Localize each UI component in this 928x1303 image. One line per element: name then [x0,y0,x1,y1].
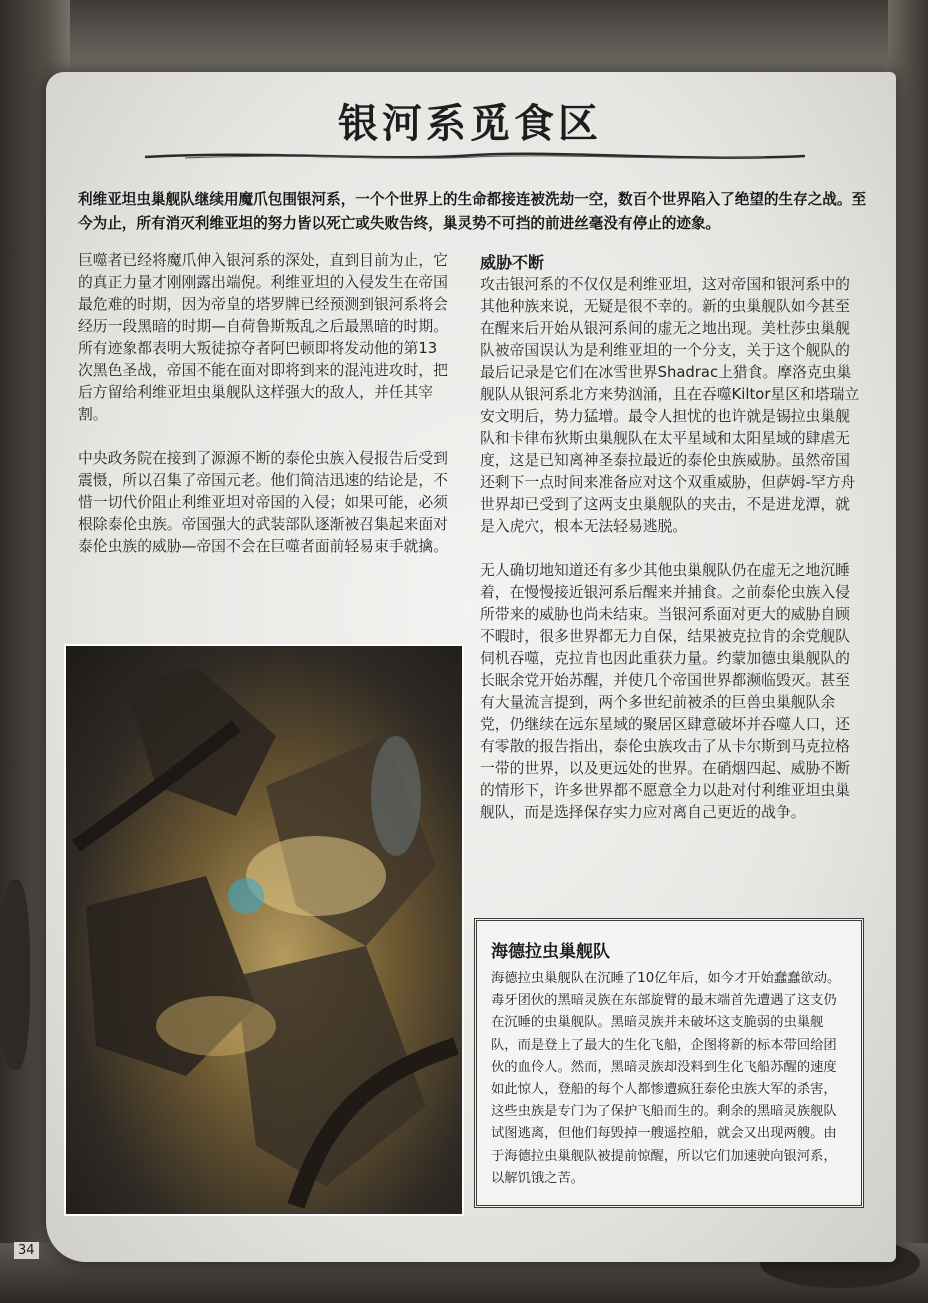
section-heading: 威胁不断 [480,253,545,272]
hive-fleet-sidebar [474,918,864,1208]
body-paragraph: 无人确切地知道还有多少其他虫巢舰队仍在虚无之地沉睡着，在慢慢接近银河系后醒来并捕食。之前泰伦虫族入侵所带来的威胁也尚未结束。当银河系面对更大的威胁自顾不暇时，很多世界都无力自保，结果被克拉肯的余党舰队伺机吞噬，克拉肯也因此重获力量。约蒙加德虫巢舰队的长眠余党开始苏醒，并使几个帝国世界都濒临毁灭。甚至有大量流言提到，两个多世纪前被杀的巨兽虫巢舰队余党，仍继续在远东星域的聚居区肆意破坏并吞噬人口，还有零散的报告指出，泰伦虫族攻击了从卡尔斯到马克拉格一带的世界，以及更远处的世界。在硝烟四起、威胁不断的情形下，许多世界都不愿意全力以赴对付利维亚坦虫巢舰队，而是选择保存实力应对离自己更近的战争。 [480,562,850,821]
page-title: 银河系觅食区 [338,101,602,147]
body-paragraph: 中央政务院在接到了源源不断的泰伦虫族入侵报告后受到震慑，所以召集了帝国元老。他们简洁迅速的结论是，不惜一切代价阻止利维亚坦对帝国的入侵；如果可能，必须根除泰伦虫族。帝国强大的武装部队逐渐被召集起来面对泰伦虫族的威胁—帝国不会在巨噬者面前轻易束手就擒。 [78,450,448,555]
body-paragraph: 巨噬者已经将魔爪伸入银河系的深处，直到目前为止，它的真正力量才刚刚露出端倪。利维亚坦的入侵发生在帝国最危难的时期，因为帝皇的塔罗牌已经预测到银河系将会经历一段黑暗的时期—自荷鲁斯叛乱之后最黑暗的时期。所有迹象都表明大叛徒掠夺者阿巴顿即将发动他的第13次黑色圣战，帝国不能在面对即将到来的混沌进攻时，把后方留给利维亚坦虫巢舰队这样强大的敌人，并任其宰割。 [78,252,448,423]
left-column [78,250,448,580]
sidebar-title: 海德拉虫巢舰队 [491,942,610,962]
page-number: 34 [14,1242,39,1259]
claw-ornament [0,880,30,1070]
sidebar-body: 海德拉虫巢舰队在沉睡了10亿年后，如今才开始蠢蠢欲动。毒牙团伙的黑暗灵族在东部旋臂的最末端首先遭遇了这支仍在沉睡的虫巢舰队。黑暗灵族并未破坏这支脆弱的虫巢舰队，而是登上了最大的生化飞船，企图将新的标本带回给团伙的血伶人。然而，黑暗灵族却没料到生化飞船苏醒的速度如此惊人，登船的每个人都惨遭疯狂泰伦虫族大军的杀害，这些虫族是专门为了保护飞船而生的。剩余的黑暗灵族舰队试图逃离，但他们每毁掉一艘遥控船，就会又出现两艘。由于海德拉虫巢舰队被提前惊醒，所以它们加速驶向银河系，以解饥饿之苦。 [491,971,841,1186]
title-divider [145,150,805,164]
intro-paragraph: 利维亚坦虫巢舰队继续用魔爪包围银河系，一个个世界上的生命都接连被洗劫一空，数百个世界陷入了绝望的生存之战。至今为止，所有消灭利维亚坦的努力皆以死亡或失败告终，巢灵势不可挡的前进丝毫没有停止的迹象。 [78,191,867,232]
right-column [480,274,860,846]
battle-illustration [64,644,464,1216]
body-paragraph: 攻击银河系的不仅仅是利维亚坦，这对帝国和银河系中的其他种族来说，无疑是很不幸的。新的虫巢舰队如今甚至在醒来后开始从银河系间的虚无之地出现。美杜莎虫巢舰队被帝国误认为是利维亚坦的一个分支，关于这个舰队的最后记录是它们在冰雪世界Shadrac上猎食。摩洛克虫巢舰队从银河系北方来势汹涌，且在吞噬Kiltor星区和塔瑞立安文明后，势力猛增。最令人担忧的也许就是锡拉虫巢舰队和卡律布狄斯虫巢舰队在太平星域和太阳星域的肆虐无度，这是已知离神圣泰拉最近的泰伦虫族威胁。虽然帝国还剩下一点时间来准备应对这个双重威胁，但萨姆-罕方舟世界却已受到了这两支虫巢舰队的夹击，不是进龙潭，就是入虎穴，根本无法轻易逃脱。 [480,276,860,535]
